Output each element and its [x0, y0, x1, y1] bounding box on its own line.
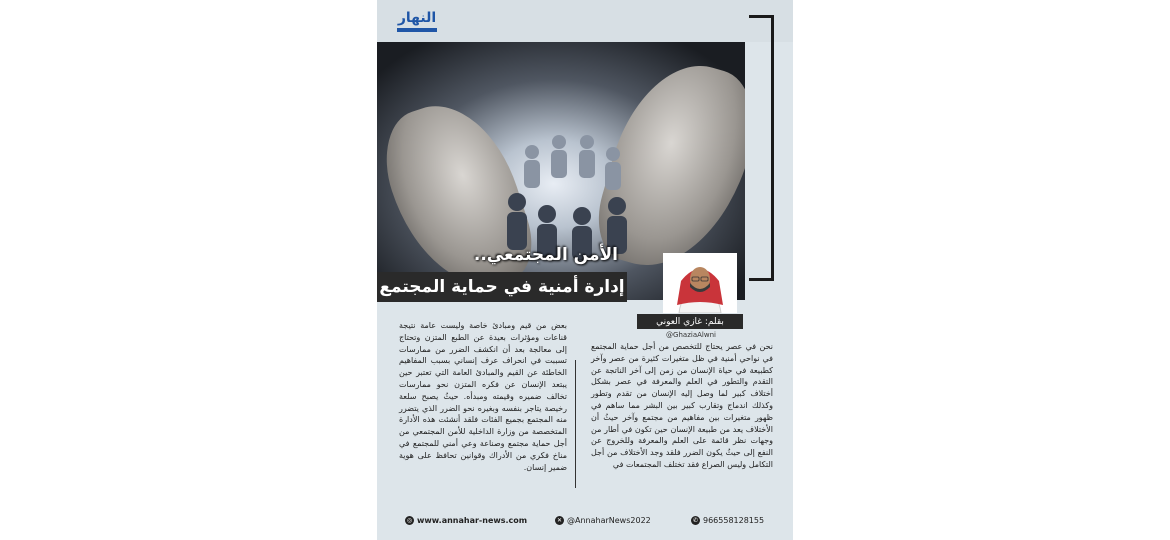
author-byline: بقلم: غازي العوني — [637, 314, 743, 329]
column-divider — [575, 360, 576, 488]
footer-website[interactable] — [405, 516, 527, 525]
article-title-line2: إدارة أمنية في حماية المجتمع — [377, 272, 627, 302]
whatsapp-icon: ✆ — [692, 517, 699, 524]
author-portrait-icon — [663, 253, 737, 313]
article-title-line1: الأمن المجتمعي.. — [473, 245, 618, 265]
x-twitter-icon: ✕ — [556, 517, 563, 524]
footer-whatsapp[interactable] — [691, 516, 764, 525]
decorative-frame — [749, 15, 774, 281]
logo-underline — [397, 28, 437, 32]
article-column-left: بعض من قيم ومبادئ خاصة وليست عامة نتيجة قناعات ومؤثرات بعيدة عن الطبع المتزن وتحتاج إلى معالجة بعد أن انكشف الضرر من ممارسات تسببت في انحراف عرف إنساني بسبب المفاهيم الخاطئة عن القيم والمبادئ العامة التي تعتبر حين يبتعد الإنسان عن فكره المتزن نحو ممارسات تخالف ضميره وقيمته ومبدأه. حيثُ يصبح سلعة رخيصة يتاجر بنفسه وبغيره نحو الضرر الذي يتضرر منه المجتمع بجميع الفئات فلقد أنشئت هذه الأدارة المتخصصة من وزارة الداخلية للأمن المجتمعي من أجل حماية مجتمع وصناعة وعي أمني للمجتمع في مناخ فكري من الأدراك وقوانين تحافظ على هوية ضمير إنسان. — [399, 321, 567, 472]
article-column-right: نحن في عصر يحتاج للتخصص من أجل حماية المجتمع في نواحي أمنية في ظل متغيرات كثيرة من عصر وآخر كطبيعة في حياة الإنسان من زمن إلى آخر الناتجة عن التقدم والتطور في العلم والمعرفة في عصر بشكل أختلاف كبير لما وصل إليه الإنسان من تقدم وتطور وكذلك اندماج وتقارب كبير بين البشر مما ساهم في ظهور متغيرات بين مفاهيم من مجتمع وآخر حيثُ أن الأختلاف يعد من طبيعة الإنسان حين تكون في أطار من وجهات نظر قائمة على العلم والمعرفة وللخروج عن النفع إلى حيثُ يكون الضرر فلقد وجد الأختلاف من أجل التكامل وليس الصراع فقد تختلف المجتمعات في — [591, 342, 773, 469]
newspaper-page — [377, 0, 793, 540]
people-circle-icon — [497, 102, 647, 262]
globe-icon: ◎ — [406, 517, 413, 524]
annahar-logo[interactable] — [395, 8, 439, 34]
footer-twitter[interactable] — [555, 516, 651, 525]
website-text: www.annahar-news.com — [417, 516, 528, 525]
author-handle[interactable]: @GhaziaAlwni — [666, 331, 716, 339]
author-photo — [663, 253, 737, 313]
masthead-bar — [377, 0, 793, 42]
whatsapp-text: 966558128155 — [703, 516, 765, 525]
page-footer — [377, 514, 793, 532]
logo-text: النهار — [397, 9, 437, 26]
twitter-text: @AnnaharNews2022 — [567, 516, 651, 525]
